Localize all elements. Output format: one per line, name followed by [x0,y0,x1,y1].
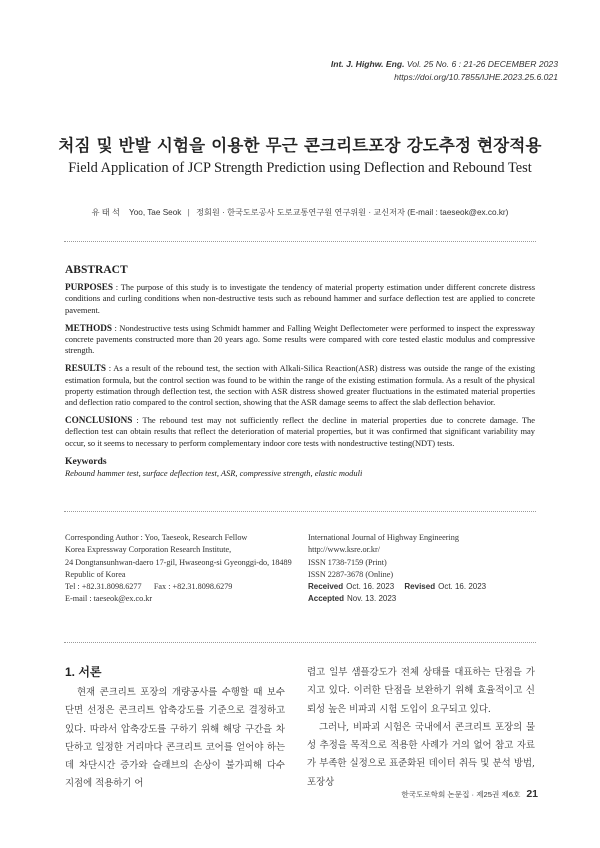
journal-info-block [308,532,548,606]
body-left-column [65,662,285,794]
divider-top [64,241,536,242]
purposes-label: PURPOSES [65,282,113,293]
revised-label: Revised [404,582,436,592]
divider-middle [64,511,536,512]
journal-url[interactable]: http://www.ksre.or.kr/ [308,545,381,555]
keywords-text: Rebound hammer test, surface deflection test, ASR, compressive strength, elastic moduli [65,468,363,479]
abstract-conclusions [65,415,535,449]
conclusions-text: : The rebound test may not sufficiently reflect the decline in material properties due to concrete damage. The deflection test can obtain results that reflect the deterioration of material properties, but it was confirmed that significant variability may occur, so it seems to necessary to perform complementary indoor core tests with nondestructive testing(NDT) tests. [65,415,535,448]
correspondence-block [65,532,305,606]
author-name-ko: 유 태 석 [91,208,120,217]
conclusions-label: CONCLUSIONS [65,415,133,426]
korean-title: 처짐 및 반발 시험을 이용한 무근 콘크리트포장 강도추정 현장적용 [58,136,542,155]
author-name-en: Yoo, Tae Seok [129,208,182,217]
abstract-heading: ABSTRACT [65,264,128,276]
abstract-methods [65,323,535,357]
keywords-heading: Keywords [65,455,107,467]
abstract-purposes [65,282,535,316]
abstract-results [65,363,535,408]
journal-info-line: ISSN 1738-7159 (Print) [308,557,387,567]
correspondence-line: 24 Dongtansunhwan-daero 17-gil, Hwaseong-si Gyeonggi-do, 18489 [65,557,292,567]
body-paragraph: 렵고 일부 샘플강도가 전체 상태를 대표하는 단점을 가지고 있다. 이러한 단점을 보완하기 위해 효율적이고 신뢰성 높은 비파괴 시험 도입이 요구되고 있다. [307,667,535,715]
page-footer [401,788,538,800]
results-label: RESULTS [65,363,107,374]
purposes-text: : The purpose of this study is to investigate the tendency of material property estimation under different concrete distress conditions and curling conditions when non-destructive tests such as rebound hammer and surface deflection test are applied to concrete pavement. [65,282,535,315]
abstract-block [65,265,535,479]
correspondence-line: Republic of Korea [65,569,126,579]
revised-date: Oct. 16. 2023 [438,582,487,592]
page-number: 21 [526,788,538,800]
english-title: Field Application of JCP Strength Prediction using Deflection and Rebound Test [68,160,532,176]
results-text: : As a result of the rebound test, the section with Alkali-Silica Reaction(ASR) distress was outside the range of the existing estimation formula, but the control section was found to be within the range of the existing estimation formula. As a result of the physical property estimation through deflection test, the section with ASR distress showed greater fluctuations in the estimated material properties and deflection ratio compared to the control section, showing that the ASR damage seems to affect the slab deflection behavior. [65,363,535,408]
accepted-label: Accepted [308,594,345,604]
correspondence-email: E-mail : taeseok@ex.co.kr [65,594,153,604]
doi-link[interactable]: https://doi.org/10.7855/IJHE.2023.25.6.021 [394,72,558,82]
correspondence-line: Korea Expressway Corporation Research Institute, [65,545,232,555]
footer-journal: 한국도로학회 논문집 · 제25권 제6호 [401,790,521,799]
author-separator: | [187,208,190,217]
author-line [0,207,600,218]
methods-label: METHODS [65,322,112,333]
accepted-date: Nov. 13. 2023 [347,594,397,604]
volume-info: Vol. 25 No. 6 : 21-26 DECEMBER 2023 [406,59,558,69]
dates-line [308,581,548,606]
section-title: 1. 서론 [65,665,102,679]
methods-text: : Nondestructive tests using Schmidt hammer and Falling Weight Deflectometer were performed to inspect the expressway concrete pavements constructed more than 20 years ago. Some results were compared with core tested elastic modulus and compressive strength. [65,322,535,356]
correspondence-line: Corresponding Author : Yoo, Taeseok, Research Fellow [65,533,248,542]
journal-info-line: International Journal of Highway Engineering [308,533,459,542]
journal-name: Int. J. Highw. Eng. [330,59,405,69]
received-label: Received [308,582,344,592]
journal-header [331,58,558,84]
body-right-column [307,664,535,792]
author-affiliation: 정회원 · 한국도로공사 도로교통연구원 연구위원 · 교신저자 (E-mail : taeseok@ex.co.kr) [196,208,509,217]
divider-bottom [64,642,536,643]
body-paragraph: 그러나, 비파괴 시험은 국내에서 콘크리트 포장의 물성 추정을 목적으로 적용한 사례가 거의 없어 참고 자료가 부족한 실정으로 표준화된 데이터 취득 및 분석 방법, 포장상 [307,721,535,788]
body-paragraph: 현재 콘크리트 포장의 개량공사를 수행할 때 보수단면 선정은 콘크리트 압축강도를 기준으로 결정하고 있다. 따라서 압축강도를 구하기 위해 해당 구간을 차단하고 일정한 거리마다 콘크리트 코어를 얻어야 하는데 차단시간 증가와 슬래브의 손상이 불가피해 다수 지점에 적용하기 어 [65,687,285,790]
correspondence-line: Tel : +82.31.8098.6277 Fax : +82.31.8098.6279 [65,582,233,592]
received-date: Oct. 16. 2023 [346,582,395,592]
journal-info-line: ISSN 2287-3678 (Online) [308,569,394,579]
